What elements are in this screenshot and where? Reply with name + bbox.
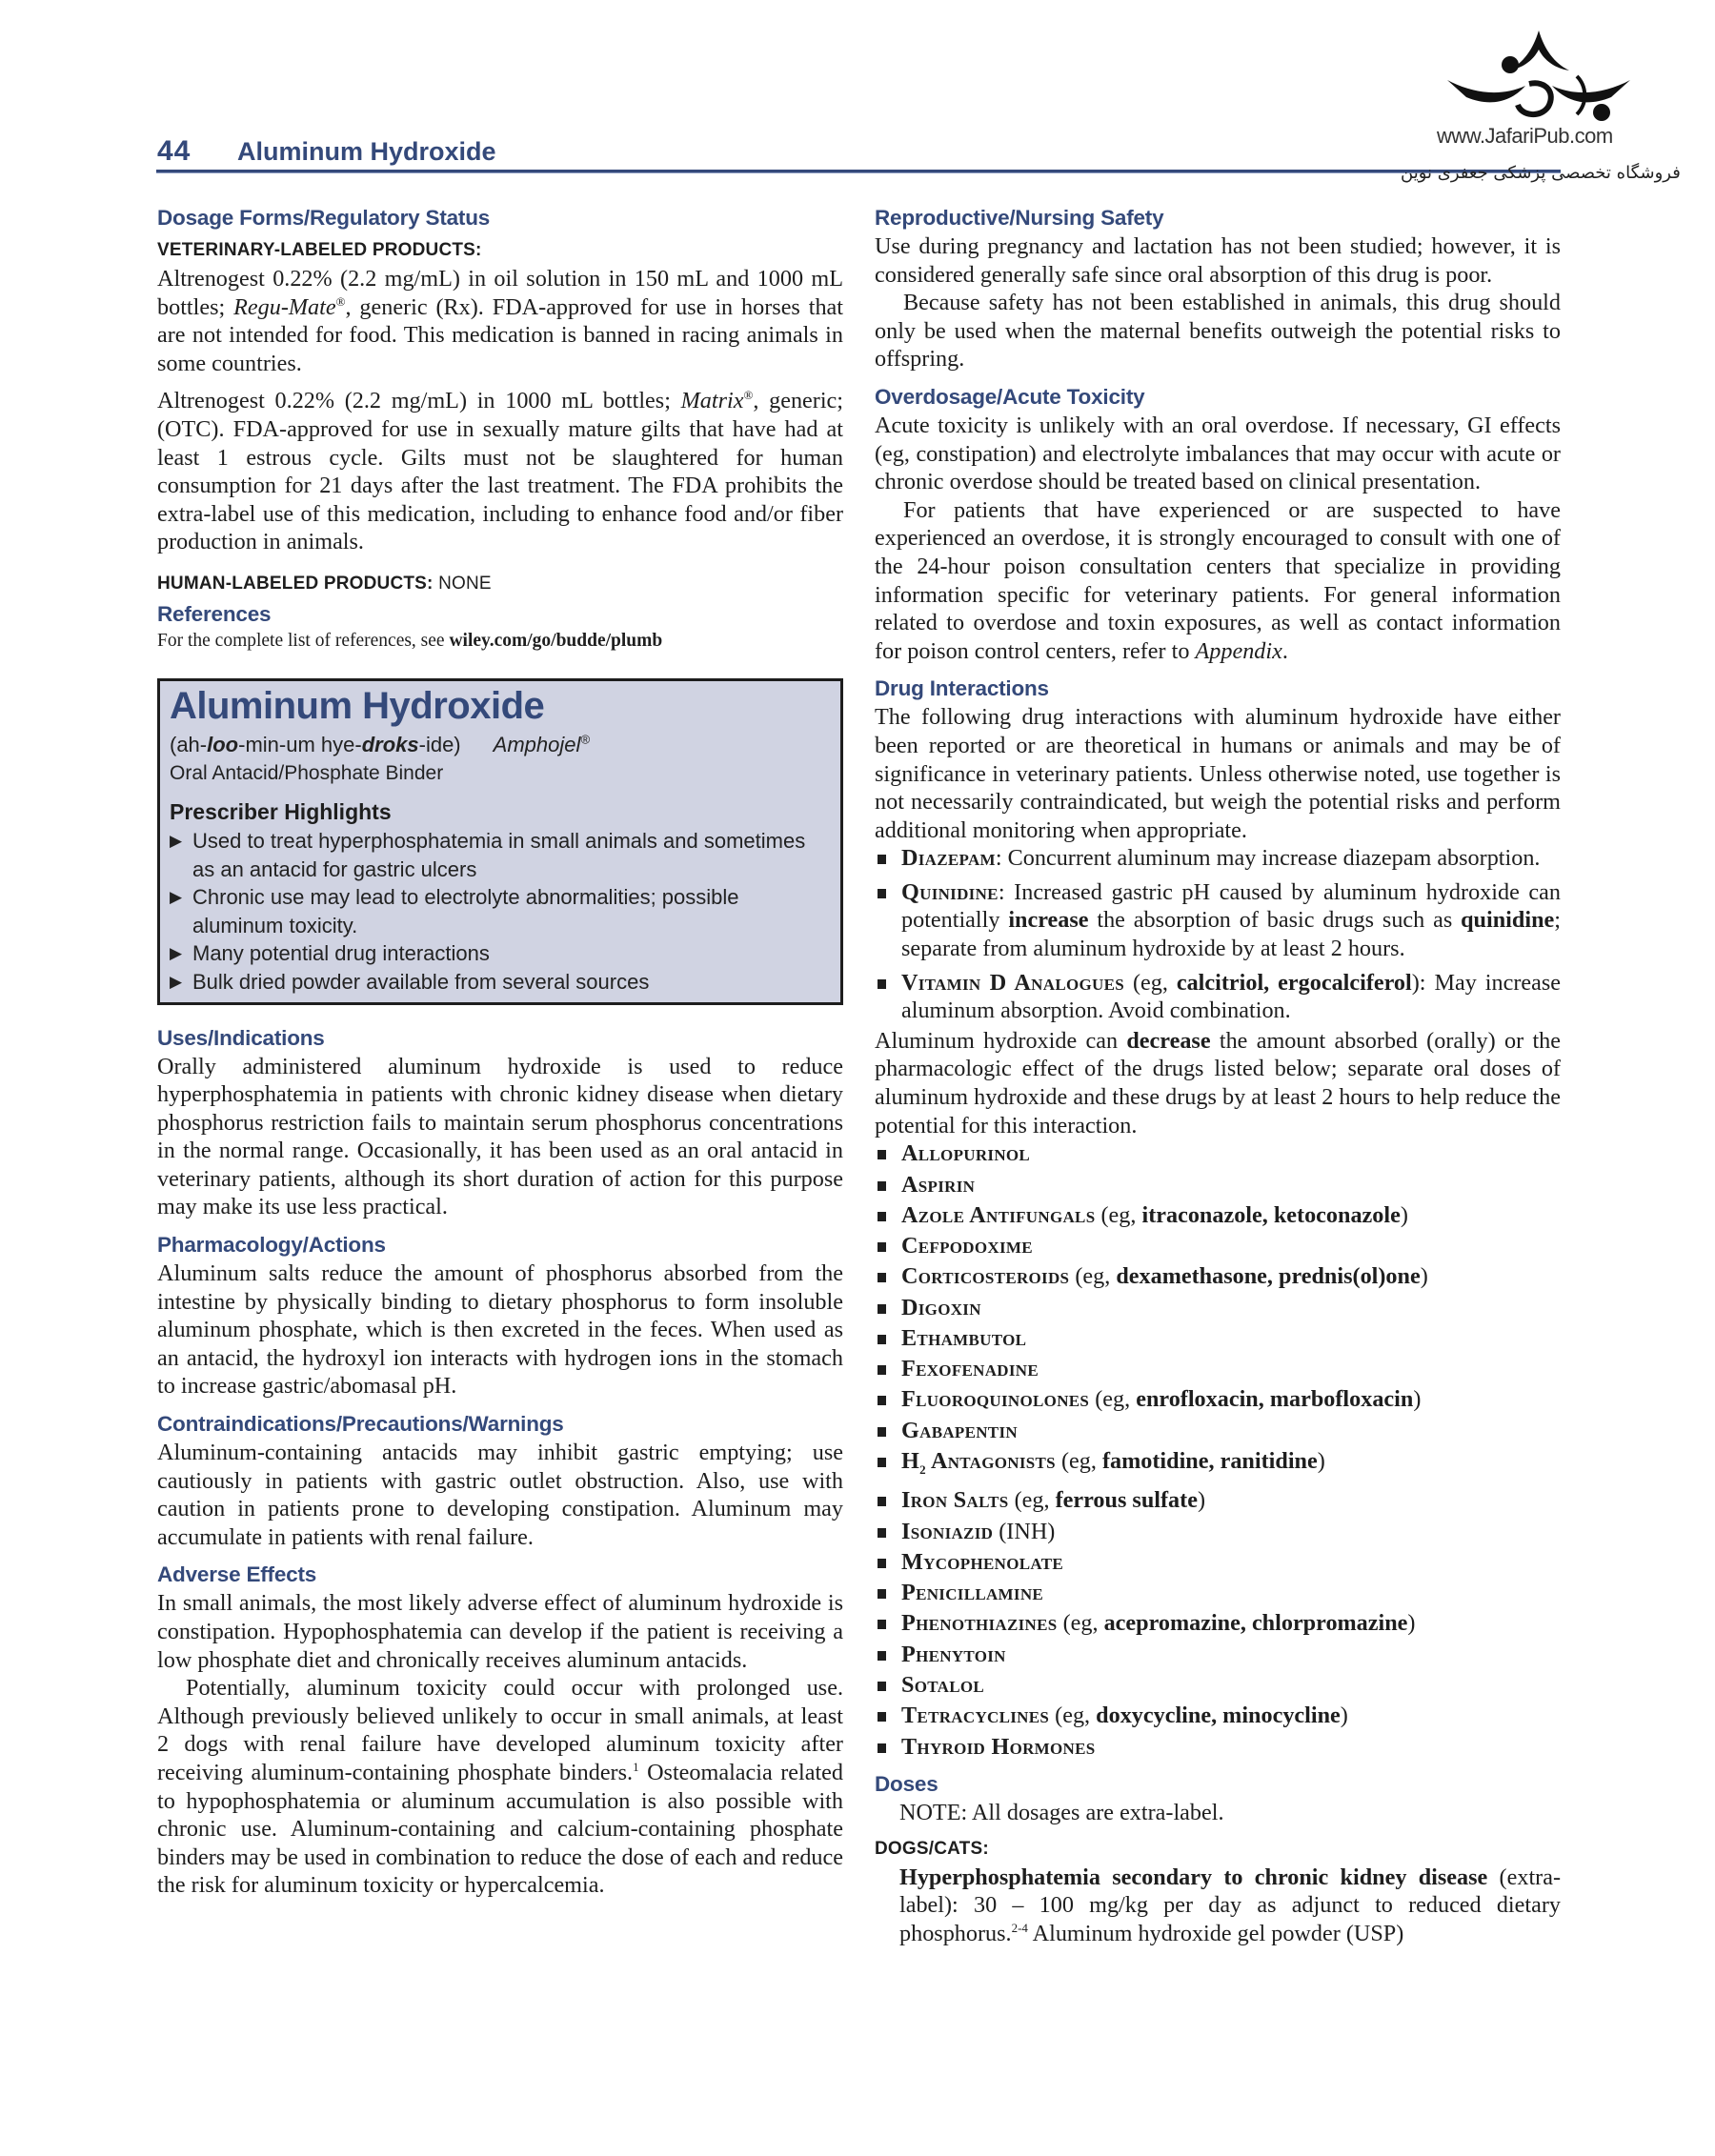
square-bullet-icon [875, 1417, 901, 1445]
square-bullet-icon [875, 1262, 901, 1291]
square-bullet-icon [875, 1609, 901, 1638]
drug-list-item: Gabapentin [875, 1417, 1561, 1445]
drug-list-item: Fluoroquinolones (eg, enrofloxacin, marbofloxacin) [875, 1385, 1561, 1414]
right-triangle-icon: ▶ [170, 944, 183, 963]
section-pharmacology [157, 1231, 843, 1400]
interaction-item: Quinidine: Increased gastric pH caused by aluminum hydroxide can potentially increase the absorption of basic drugs such as quinidine; separate from aluminum hydroxide by at least 2 hours. [875, 878, 1561, 963]
drug-list-item: Fexofenadine [875, 1355, 1561, 1383]
drug-list-item: $H_2$ Antagonists (eg, famotidine, ranitidine) [875, 1447, 1561, 1484]
section-heading: Doses [875, 1772, 938, 1797]
pharmacology-text: Aluminum salts reduce the amount of phosphorus absorbed from the intestine by physically binding to dietary phosphorus to form insoluble aluminum phosphate, which is then excreted in the feces. When used as an antacid, the hydroxyl ion interacts with hydrogen ions in the stomach to increase gastric/abomasal pH. [157, 1260, 843, 1400]
square-bullet-icon [875, 1548, 901, 1577]
adverse-text-1: In small animals, the most likely adverse effect of aluminum hydroxide is constipation. Hypophosphatemia can develop if the patient is receiving a low phosphate diet and chronically receives aluminum antacids. [157, 1590, 843, 1673]
section-contraindications [157, 1410, 843, 1551]
trade-name: Amphojel® [493, 732, 590, 756]
drug-list-item: Azole Antifungals (eg, itraconazole, ketoconazole) [875, 1201, 1561, 1230]
highlight-item: ▶ Used to treat hyperphosphatemia in small animals and sometimes as an antacid for gastric ulcers [170, 827, 831, 883]
square-bullet-icon [875, 1294, 901, 1322]
square-bullet-icon [875, 1486, 901, 1515]
section-reproductive [875, 204, 1561, 373]
prescriber-highlights-box [157, 678, 843, 1005]
interactions-decrease-text: Aluminum hydroxide can decrease the amount absorbed (orally) or the pharmacologic effect of the drugs listed below; separate oral doses of aluminum hydroxide and these drugs by at least 2 hours to help reduce the potential for this interaction. [875, 1027, 1561, 1138]
drug-list-item: Ethambutol [875, 1324, 1561, 1353]
drug-list-item: Phenytoin [875, 1641, 1561, 1669]
drug-list-item: Phenothiazines (eg, acepromazine, chlorpromazine) [875, 1609, 1561, 1638]
citation: 2-4 [1011, 1920, 1028, 1935]
interaction-item: Diazepam: Concurrent aluminum may increase diazepam absorption. [875, 844, 1561, 873]
section-adverse-effects [157, 1561, 843, 1900]
section-uses [157, 1024, 843, 1222]
square-bullet-icon [875, 878, 901, 963]
square-bullet-icon [875, 1324, 901, 1353]
section-overdosage [875, 383, 1561, 665]
drug-title: Aluminum Hydroxide [170, 684, 545, 727]
highlight-item: ▶ Chronic use may lead to electrolyte abnormalities; possible aluminum toxicity. [170, 883, 831, 939]
drug-list-item: Corticosteroids (eg, dexamethasone, prednis(ol)one) [875, 1262, 1561, 1291]
section-references [157, 600, 843, 654]
drug-list-item: Digoxin [875, 1294, 1561, 1322]
vet-labeled-label: VETERINARY-LABELED PRODUCTS: [157, 240, 482, 260]
doses-note: NOTE: All dosages are extra-label. [899, 1800, 1224, 1826]
square-bullet-icon [875, 1702, 901, 1730]
uses-text: Orally administered aluminum hydroxide is used to reduce hyperphosphatemia in patients with chronic kidney disease when dietary phosphorus restriction fails to maintain serum phosphorus concentrations in the normal range. Occasionally, it has been used as an oral antacid in veterinary patients, although its short duration of action for this purpose may make its use less practical. [157, 1053, 843, 1220]
square-bullet-icon [875, 1518, 901, 1546]
right-triangle-icon: ▶ [170, 888, 183, 907]
references-link[interactable]: wiley.com/go/budde/plumb [449, 630, 663, 651]
interaction-detail-list [875, 844, 1561, 1025]
pronunciation: (ah-loo-min-um hye-droks-ide) Amphojel® [170, 732, 590, 756]
right-triangle-icon: ▶ [170, 831, 183, 850]
section-heading: Uses/Indications [157, 1025, 325, 1050]
right-column [875, 204, 1561, 1948]
section-heading: Drug Interactions [875, 676, 1049, 701]
overdosage-text-2: For patients that have experienced or are suspected to have experienced an overdose, it is strongly encouraged to consult with one of the 24-hour poison consultation centers that specialize in providing information specific for veterinary patients. For general information related to overdose and toxin exposures, as well as contact information for poison control centers, refer to Appendix. [875, 496, 1561, 664]
trade-name: Regu-Mate [233, 293, 336, 320]
page-number: 44 [157, 135, 192, 167]
vet-product-2: Altrenogest 0.22% (2.2 mg/mL) in 1000 mL bottles; Matrix®, generic; (OTC). FDA-approved for use in sexually mature gilts that have had at least 1 estrous cycle. Gilts must not be slaughtered for human consumption for 21 days after the last treatment. The FDA prohibits the extra-label use of this medication, including to enhance food and/or fiber production in animals. [157, 388, 844, 555]
section-doses [875, 1770, 1561, 1947]
drug-list-item: Cefpodoxime [875, 1232, 1561, 1260]
drug-list-item: Isoniazid (INH) [875, 1518, 1561, 1546]
drug-list-item: Thyroid Hormones [875, 1733, 1561, 1762]
highlight-item: ▶ Bulk dried powder available from several sources [170, 968, 831, 997]
interaction-item: Vitamin D Analogues (eg, calcitriol, ergocalciferol): May increase aluminum absorption. Avoid combination. [875, 969, 1561, 1025]
section-dosage-forms [157, 204, 843, 596]
human-labeled-label: HUMAN-LABELED PRODUCTS: NONE [157, 573, 492, 594]
square-bullet-icon [875, 1355, 901, 1383]
jafaripub-logo-icon [1434, 27, 1644, 127]
left-column [157, 204, 843, 1900]
square-bullet-icon [875, 1171, 901, 1199]
section-heading: Adverse Effects [157, 1562, 317, 1587]
drug-list-item: Iron Salts (eg, ferrous sulfate) [875, 1486, 1561, 1515]
drug-class: Oral Antacid/Phosphate Binder [170, 761, 444, 784]
square-bullet-icon [875, 1201, 901, 1230]
section-heading: Overdosage/Acute Toxicity [875, 384, 1145, 409]
square-bullet-icon [875, 844, 901, 873]
highlights-heading: Prescriber Highlights [170, 798, 392, 824]
square-bullet-icon [875, 1579, 901, 1607]
square-bullet-icon [875, 1641, 901, 1669]
section-heading: Dosage Forms/Regulatory Status [157, 206, 491, 230]
square-bullet-icon [875, 1139, 901, 1168]
citation: 1 [633, 1759, 639, 1774]
drug-list-item: Tetracyclines (eg, doxycycline, minocycline) [875, 1702, 1561, 1730]
drug-list-item: Aspirin [875, 1171, 1561, 1199]
overdosage-text-1: Acute toxicity is unlikely with an oral overdose. If necessary, GI effects (eg, constipation) and electrolyte imbalances that may occur with acute or chronic overdose should be treated based on clinical presentation. [875, 412, 1561, 495]
running-title: Aluminum Hydroxide [237, 137, 496, 166]
section-heading: References [157, 601, 272, 626]
square-bullet-icon [875, 1733, 901, 1762]
square-bullet-icon [875, 969, 901, 1025]
header-rule [156, 170, 1561, 173]
contraindications-text: Aluminum-containing antacids may inhibit gastric emptying; use cautiously in patients with gastric outlet obstruction. Also, use with caution in patients prone to developing constipation. Aluminum may accumulate in patients with renal failure. [157, 1440, 843, 1550]
dose-entry: Hyperphosphatemia secondary to chronic kidney disease (extra-label): 30 – 100 mg/kg per day as adjunct to reduced dietary phosphorus.$^{2-4}$ Aluminum hydroxide gel powder (USP) [899, 1864, 1562, 1946]
drug-list-item: Sotalol [875, 1671, 1561, 1700]
square-bullet-icon [875, 1232, 901, 1260]
drug-list-item: Allopurinol [875, 1139, 1561, 1168]
section-drug-interactions [875, 675, 1561, 1761]
right-triangle-icon: ▶ [170, 972, 183, 991]
species-label: DOGS/CATS: [875, 1838, 989, 1859]
watermark-tagline: فروشگاه تخصصی پزشکی جعفری نوین [1401, 163, 1681, 183]
adverse-text-2: Potentially, aluminum toxicity could occur with prolonged use. Although previously believed unlikely to occur in small animals, at least 2 dogs with renal failure have developed aluminum toxicity after receiving aluminum-containing phosphate binders.$^1$ Osteomalacia related to hypophosphatemia or aluminum accumulation is also possible with chronic use. Aluminum-containing and calcium-containing phosphate binders may be used in combination to reduce the dose of each and reduce the risk for aluminum toxicity or hypercalcemia. [157, 1675, 844, 1899]
references-text: For the complete list of references, see wiley.com/go/budde/plumb [157, 630, 663, 651]
square-bullet-icon [875, 1447, 901, 1484]
reproductive-text-2: Because safety has not been established in animals, this drug should only be used when the maternal benefits outweigh the potential risks to offspring. [875, 290, 1561, 373]
section-heading: Reproductive/Nursing Safety [875, 206, 1164, 230]
square-bullet-icon [875, 1385, 901, 1414]
highlight-item: ▶ Many potential drug interactions [170, 939, 831, 968]
interactions-intro: The following drug interactions with aluminum hydroxide have either been reported or are theoretical in humans or animals and may be of significance in veterinary patients. Unless otherwise noted, use together is not necessarily contraindicated, but weigh the potential risks and perform additional monitoring when appropriate. [875, 704, 1561, 843]
section-heading: Contraindications/Precautions/Warnings [157, 1412, 564, 1437]
reproductive-text-1: Use during pregnancy and lactation has not been studied; however, it is considered generally safe since oral absorption of this drug is poor. [875, 233, 1561, 288]
interaction-drug-list [875, 1139, 1561, 1761]
section-heading: Pharmacology/Actions [157, 1233, 386, 1258]
appendix-link[interactable]: Appendix [1195, 637, 1282, 664]
vet-product-1: Altrenogest 0.22% (2.2 mg/mL) in oil solution in 150 mL and 1000 mL bottles; Regu-Mate®, generic (Rx). FDA-approved for use in horses that are not intended for food. This medication is banned in racing animals in some countries. [157, 266, 844, 376]
trade-name: Matrix [680, 388, 744, 414]
watermark-url: www.JafariPub.com [1437, 124, 1613, 148]
drug-list-item: Mycophenolate [875, 1548, 1561, 1577]
square-bullet-icon [875, 1671, 901, 1700]
drug-list-item: Penicillamine [875, 1579, 1561, 1607]
